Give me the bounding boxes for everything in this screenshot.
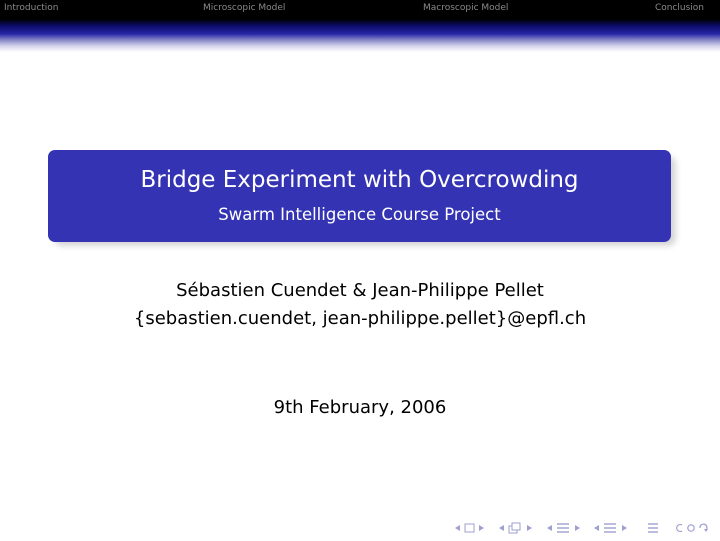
nav-section-microscopic-model[interactable]: Microscopic Model: [203, 3, 286, 13]
title-box: [48, 150, 671, 242]
author-emails: {sebastien.cuendet, jean-philippe.pellet}@epfl.ch: [133, 308, 587, 329]
presentation-nav-icon[interactable]: [590, 520, 632, 536]
presentation-date: 9th February, 2006: [273, 397, 447, 418]
section-navigation-bar: [0, 0, 720, 19]
nav-section-introduction[interactable]: Introduction: [4, 3, 59, 13]
header-gradient-band: [0, 19, 720, 52]
nav-section-conclusion[interactable]: Conclusion: [654, 3, 704, 13]
subsection-nav-icon[interactable]: [495, 520, 537, 536]
presentation-subtitle: Swarm Intelligence Course Project: [218, 205, 501, 224]
search-icon[interactable]: [676, 520, 712, 536]
authors: Sébastien Cuendet & Jean-Philippe Pellet: [176, 280, 544, 301]
presentation-title: Bridge Experiment with Overcrowding: [140, 167, 579, 193]
appendix-icon[interactable]: [646, 520, 660, 536]
nav-section-macroscopic-model[interactable]: Macroscopic Model: [423, 3, 509, 13]
frame-nav-icon[interactable]: [451, 520, 489, 536]
section-nav-icon[interactable]: [543, 520, 585, 536]
